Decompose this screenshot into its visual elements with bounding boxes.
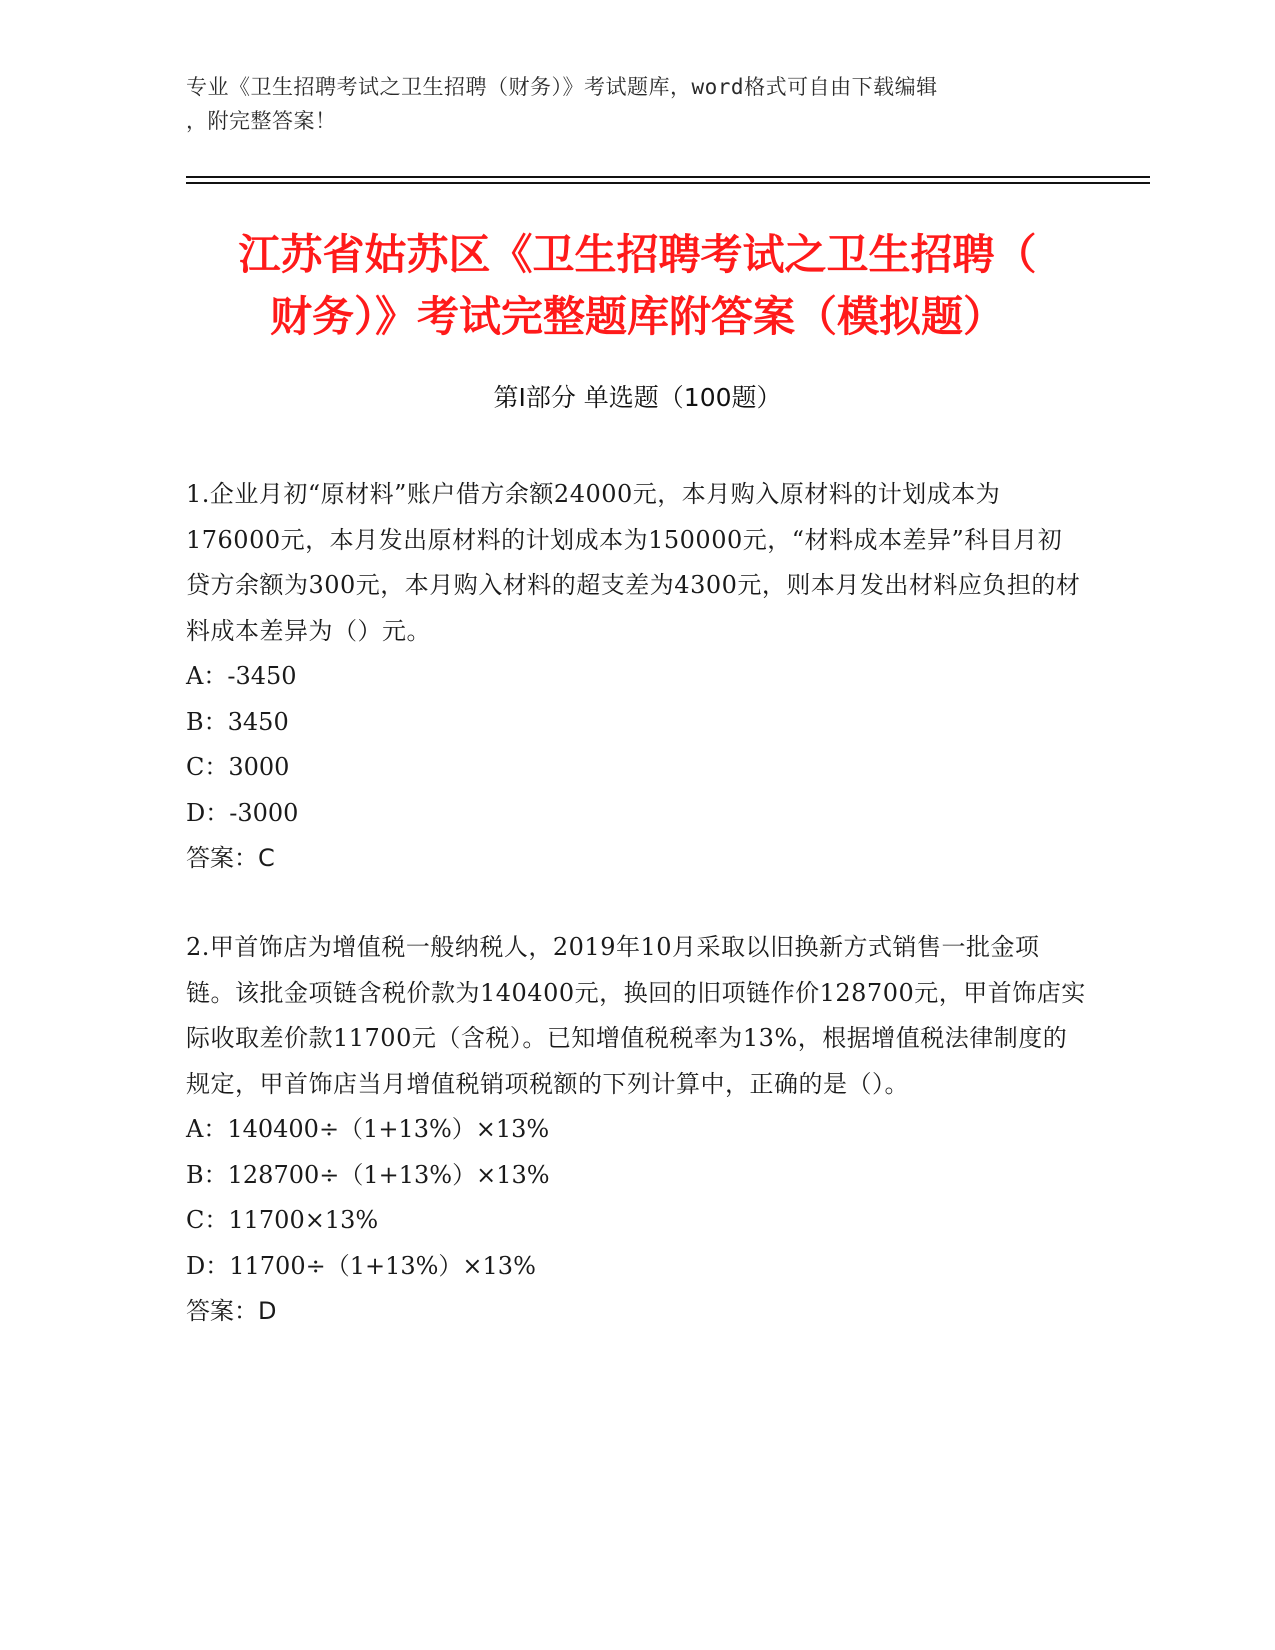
header-divider-top	[186, 176, 1150, 178]
header-note-line-1: 专业《卫生招聘考试之卫生招聘（财务）》考试题库，word格式可自由下载编辑	[186, 75, 938, 99]
question-2-text: 2.甲首饰店为增值税一般纳税人，2019年10月采取以旧换新方式销售一批金项链。该批金项链含税价款为140400元，换回的旧项链作价128700元，甲首饰店实际收取差价款11700元（含税）。已知增值税税率为13%，根据增值税法律制度的规定，甲首饰店当月增值税销项税额的下列计算中，正确的是（）。	[186, 933, 1086, 1098]
question-1-answer: 答案：C	[186, 844, 275, 872]
question-2-option-b: B：128700÷（1+13%）×13%	[186, 1160, 550, 1189]
question-2-option-c: C：11700×13%	[186, 1206, 379, 1234]
header-note-line-2: ，附完整答案！	[186, 109, 337, 133]
question-1-option-c: C：3000	[186, 753, 290, 781]
question-1-option-d: D：-3000	[186, 798, 299, 827]
question-2	[186, 925, 1086, 1335]
question-2-answer: 答案：D	[186, 1297, 277, 1325]
question-1-option-a: A：-3450	[186, 662, 297, 690]
document-title-line-2: 财务）》考试完整题库附答案（模拟题）	[269, 292, 1005, 341]
question-2-option-a: A：140400÷（1+13%）×13%	[186, 1115, 550, 1143]
header-divider-bottom	[186, 182, 1150, 184]
document-title-line-1: 江苏省姑苏区《卫生招聘考试之卫生招聘（	[238, 230, 1037, 279]
section-heading: 第Ⅰ部分 单选题（100题）	[493, 383, 782, 412]
question-1-text: 1.企业月初“原材料”账户借方余额24000元，本月购入原材料的计划成本为176000元，本月发出原材料的计划成本为150000元，“材料成本差异”科目月初贷方余额为300元，本月购入材料的超支差为4300元，则本月发出材料应负担的材料成本差异为（）元。	[186, 480, 1081, 645]
question-1	[186, 472, 1086, 882]
question-1-option-b: B：3450	[186, 707, 289, 736]
header-note	[186, 70, 1076, 138]
document-title	[150, 224, 1125, 348]
question-2-option-d: D：11700÷（1+13%）×13%	[186, 1251, 536, 1280]
